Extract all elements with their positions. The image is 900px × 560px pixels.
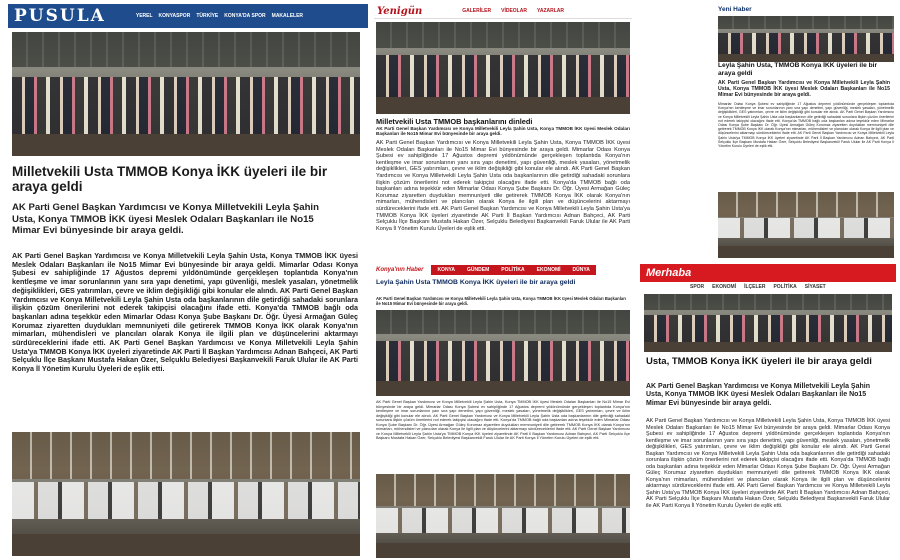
- meeting-photo: [376, 474, 630, 558]
- meeting-photo: [718, 192, 894, 258]
- merhaba-nav: [690, 284, 826, 290]
- merhaba-nav-item[interactable]: SPOR: [690, 284, 705, 290]
- group-photo: [718, 16, 894, 62]
- konyahaber-nav-item[interactable]: KONYA: [437, 267, 456, 273]
- pusula-nav-item[interactable]: MAKALELER: [271, 13, 304, 19]
- yenihaber-header: [716, 4, 896, 14]
- merhaba-nav-item[interactable]: EKONOMİ: [712, 284, 737, 290]
- konyahaber-nav-item[interactable]: EKONOMİ: [536, 267, 561, 273]
- yenigun-nav-item[interactable]: GALERİLER: [462, 8, 492, 14]
- konyahaber-logo[interactable]: Konya'nın Haber: [376, 267, 424, 273]
- yenigun-body: AK Parti Genel Başkan Yardımcısı ve Konya Milletvekili Leyla Şahin Usta, Konya TMMOB İKK üyesi Meslek Odaları Başkanları ile No15 Mimar Evi bünyesinde bir araya geldi. Mimarlar Odası Konya Şubesi ev sahipliğinde 17 Ağustos depremi yıldönümünde gerçekleşen toplantıda Konya'nın kentleşme ve imar sorunlarının yanı sıra yapı denetimi, yapı güvenliği, meslek yasaları, yönetmelik değişiklikleri, GES yatırımları, çevre ve iklim değişikliği gibi konular ele alındı. AK Parti Genel Başkan Yardımcısı ve Konya Milletvekili Leyla Şahin Usta oda başkanlarının dile getirdiği sahadaki sorunlara ilişkin çözüm önerilerini not ederek takipçisi olacağını ifade etti. Konya'da TMMOB bağlı oda başkanları adına teşekkür eden Mimarlar Odası Konya Şube Başkanı Dr. Öğr. Üyesi Armağan Güleç Korumaz ziyaretten duydukları memnuniyeti dile getirerek TMMOB Konya İKK olarak Konya'nın mimarları, mühendisleri ve plancıları olarak Konya ile ilgili plan ve düşüncelerini aktarmayı sürdüreceklerini ifade etti. AK Parti Genel Başkan Yardımcısı ve Konya Milletvekili Leyla Şahin Usta'ya TMMOB Konya İKK üyeleri ziyaretinde AK Parti İl Başkan Yardımcısı Adnan Bahçeci, AK Parti Selçuklu İlçe Başkanı Mustafa Hakan Özer, Selçuklu Belediyesi Başkanvekili Faruk Ulular ile AK Parti Konya İl Yönetim Kurulu Üyeleri de eşlik etti.: [376, 140, 630, 232]
- pusula-clipping: [8, 4, 368, 556]
- konyahaber-nav-item[interactable]: DÜNYA: [572, 267, 590, 273]
- merhaba-nav-item[interactable]: SİYASET: [804, 284, 826, 290]
- yenihaber-body: Mimarlar Odası Konya Şubesi ev sahipliğinde 17 Ağustos depremi yıldönümünde gerçekleşen toplantıda Konya'nın kentleşme ve imar sorunlarının yanı sıra yapı denetimi, yapı güvenliği, meslek yasaları, yönetmelik değişiklikleri, GES yatırımları, çevre ve iklim değişikliği gibi konular ele alındı. AK Parti Genel Başkan Yardımcısı ve Konya Milletvekili Leyla Şahin Usta oda başkanlarının dile getirdiği sahadaki sorunlara ilişkin çözüm önerilerini not ederek takipçisi olacağını ifade etti. Konya'da TMMOB bağlı oda başkanları adına teşekkür eden Mimarlar Odası Konya Şube Başkanı Dr. Öğr. Üyesi Armağan Güleç Korumaz ziyaretten duydukları memnuniyeti dile getirerek TMMOB Konya İKK olarak Konya'nın mimarları, mühendisleri ve plancıları olarak Konya ile ilgili plan ve düşüncelerini aktarmayı sürdüreceklerini ifade etti. AK Parti Genel Başkan Yardımcısı ve Konya Milletvekili Leyla Şahin Usta'ya TMMOB Konya İKK üyeleri ziyaretinde AK Parti İl Başkan Yardımcısı Adnan Bahçeci, AK Parti Selçuklu İlçe Başkanı Mustafa Hakan Özer, Selçuklu Belediyesi Başkanvekili Faruk Ulular ile AK Parti Konya İl Yönetim Kurulu Üyeleri de eşlik etti.: [718, 102, 894, 149]
- yenihaber-headline: Leyla Şahin Usta, TMMOB Konya İKK üyeleri ile bir araya geldi: [718, 62, 878, 77]
- pusula-nav-item[interactable]: KONYASPOR: [158, 13, 191, 19]
- yenigun-header: [374, 4, 632, 19]
- konyahaber-header: [374, 264, 632, 276]
- pusula-lead: AK Parti Genel Başkan Yardımcısı ve Konya Milletvekili Leyla Şahin Usta, Konya TMMOB İKK üyesi Meslek Odaları Başkanları ile No15 Mimar Evi bünyesinde bir araya geldi.: [12, 202, 319, 236]
- yenihaber-clipping: [716, 4, 896, 260]
- group-photo: [644, 294, 892, 352]
- merhaba-body: AK Parti Genel Başkan Yardımcısı ve Konya Milletvekili Leyla Şahin Usta, Konya TMMOB İKK üyesi Meslek Odaları Başkanları ile No15 Mimar Evi bünyesinde bir araya geldi. Mimarlar Odası Konya Şubesi ev sahipliğinde 17 Ağustos depremi yıldönümünde gerçekleşen toplantıda Konya'nın kentleşme ve imar sorunlarının yanı sıra yapı denetimi, yapı güvenliği, meslek yasaları, yönetmelik değişiklikleri, GES yatırımları, çevre ve iklim değişikliği gibi konular ele alındı. AK Parti Genel Başkan Yardımcısı ve Konya Milletvekili Leyla Şahin Usta oda başkanlarının dile getirdiği sahadaki sorunlara ilişkin çözüm önerilerini not ederek takipçisi olacağını ifade etti. Konya'da TMMOB bağlı oda başkanları adına teşekkür eden Mimarlar Odası Konya Şube Başkanı Dr. Öğr. Üyesi Armağan Güleç Korumaz ziyaretten duydukları memnuniyeti dile getirerek TMMOB Konya İKK olarak Konya'nın mimarları, mühendisleri ve plancıları olarak Konya ile ilgili plan ve düşüncelerini aktarmayı sürdüreceklerini ifade etti. AK Parti Genel Başkan Yardımcısı ve Konya Milletvekili Leyla Şahin Usta'ya TMMOB Konya İKK üyeleri ziyaretinde AK Parti İl Başkan Yardımcısı Adnan Bahçeci, AK Parti Selçuklu İlçe Başkanı Mustafa Hakan Özer, Selçuklu Belediyesi Başkanvekili Faruk Ulular ile AK Parti Konya İl Yönetim Kurulu Üyeleri de eşlik etti.: [646, 418, 890, 509]
- yenigun-lead: AK Parti Genel Başkan Yardımcısı ve Konya Milletvekili Leyla Şahin Usta, Konya TMMOB İKK üyesi Meslek Odaları Başkanları ile No15 Mimar Evi bünyesinde bir araya geldi.: [376, 126, 630, 137]
- merhaba-logo[interactable]: Merhaba: [646, 267, 692, 279]
- yenigun-nav-item[interactable]: VİDEOLAR: [501, 8, 527, 14]
- merhaba-clipping: [640, 264, 896, 558]
- merhaba-nav-item[interactable]: İLÇELER: [744, 284, 766, 290]
- pusula-nav-item[interactable]: TÜRKİYE: [196, 13, 219, 19]
- merhaba-nav-item[interactable]: POLİTİKA: [773, 284, 797, 290]
- pusula-body: AK Parti Genel Başkan Yardımcısı ve Konya Milletvekili Leyla Şahin Usta, Konya TMMOB İKK üyesi Meslek Odaları Başkanları ile No15 Mimar Evi bünyesinde bir araya geldi. Mimarlar Odası Konya Şubesi ev sahipliğinde 17 Ağustos depremi yıldönümünde gerçekleşen toplantıda Konya'nın kentleşme ve imar sorunlarının yanı sıra yapı denetimi, yapı güvenliği, meslek yasaları, yönetmelik değişiklikleri, GES yatırımları, çevre ve iklim değişikliği gibi konular ele alındı. AK Parti Genel Başkan Yardımcısı ve Konya Milletvekili Leyla Şahin Usta oda başkanlarının dile getirdiği sahadaki sorunlara ilişkin çözüm önerilerini not ederek takipçisi olacağını ifade etti. Konya'da TMMOB bağlı oda başkanları adına teşekkür eden Mimarlar Odası Konya Şube Başkanı Dr. Öğr. Üyesi Armağan Güleç Korumaz ziyaretten duydukları memnuniyeti dile getirerek TMMOB Konya İKK olarak Konya'nın mimarları, mühendisleri ve plancıları olarak Konya ile ilgili plan ve düşüncelerini aktarmayı sürdüreceklerini ifade etti. AK Parti Genel Başkan Yardımcısı ve Konya Milletvekili Leyla Şahin Usta'ya TMMOB Konya İKK üyeleri ziyaretinde AK Parti İl Başkan Yardımcısı Adnan Bahçeci, AK Parti Selçuklu İlçe Başkanı Mustafa Hakan Özer, Selçuklu Belediyesi Başkanvekili Faruk Ulular ile AK Parti Konya İl Yönetim Kurulu Üyeleri de eşlik etti.: [12, 251, 358, 374]
- merhaba-headline: Usta, TMMOB Konya İKK üyeleri ile bir araya geldi: [646, 356, 872, 367]
- pusula-nav-item[interactable]: YEREL: [135, 13, 153, 19]
- yenigun-nav-item[interactable]: YAZARLAR: [536, 8, 565, 14]
- pusula-logo[interactable]: PUSULA: [14, 6, 106, 26]
- yenigun-logo[interactable]: Yenigün: [377, 5, 423, 17]
- group-photo: [376, 22, 630, 114]
- konyahaber-headline: Leyla Şahin Usta TMMOB Konya İKK üyeleri ile bir araya geldi: [376, 279, 576, 286]
- konyahaber-clipping: [374, 264, 632, 558]
- yenigun-clipping: [374, 4, 632, 254]
- pusula-nav-item[interactable]: KONYA'DA SPOR: [224, 13, 266, 19]
- yenigun-nav: [462, 8, 564, 14]
- pusula-header: [8, 4, 368, 28]
- konyahaber-nav: [431, 265, 595, 275]
- yenihaber-logo[interactable]: Yeni Haber: [718, 5, 752, 13]
- meeting-photo: [12, 432, 360, 556]
- pusula-nav: [136, 13, 303, 19]
- konyahaber-nav-item[interactable]: GÜNDEM: [467, 267, 490, 273]
- yenigun-headline: Milletvekili Usta TMMOB başkanlarını dinledi: [376, 117, 533, 126]
- pusula-headline: Milletvekili Usta TMMOB Konya İKK üyeleri ile bir araya geldi: [12, 164, 328, 194]
- merhaba-header: [640, 264, 896, 282]
- konyahaber-body: AK Parti Genel Başkan Yardımcısı ve Konya Milletvekili Leyla Şahin Usta, Konya TMMOB İKK üyesi Meslek Odaları Başkanları ile No15 Mimar Evi bünyesinde bir araya geldi. Mimarlar Odası Konya Şubesi ev sahipliğinde 17 Ağustos depremi yıldönümünde gerçekleşen toplantıda Konya'nın kentleşme ve imar sorunlarının yanı sıra yapı denetimi, yapı güvenliği, meslek yasaları, yönetmelik değişiklikleri, GES yatırımları, çevre ve iklim değişikliği gibi konular ele alındı. AK Parti Genel Başkan Yardımcısı ve Konya Milletvekili Leyla Şahin Usta oda başkanlarının dile getirdiği sahadaki sorunlara ilişkin çözüm önerilerini not ederek takipçisi olacağını ifade etti. Konya'da TMMOB bağlı oda başkanları adına teşekkür eden Mimarlar Odası Konya Şube Başkanı Dr. Öğr. Üyesi Armağan Güleç Korumaz ziyaretten duydukları memnuniyeti dile getirerek TMMOB Konya İKK olarak Konya'nın mimarları, mühendisleri ve plancıları olarak Konya ile ilgili plan ve düşüncelerini aktarmayı sürdüreceklerini ifade etti. AK Parti Genel Başkan Yardımcısı ve Konya Milletvekili Leyla Şahin Usta'ya TMMOB Konya İKK üyeleri ziyaretinde AK Parti İl Başkan Yardımcısı Adnan Bahçeci, AK Parti Selçuklu İlçe Başkanı Mustafa Hakan Özer, Selçuklu Belediyesi Başkanvekili Faruk Ulular ile AK Parti Konya İl Yönetim Kurulu Üyeleri de eşlik etti.: [376, 400, 630, 440]
- group-photo: [376, 310, 630, 396]
- yenihaber-lead: AK Parti Genel Başkan Yardımcısı ve Konya Milletvekili Leyla Şahin Usta, Konya TMMOB İKK üyesi Meslek Odaları Başkanları ile No15 Mimar Evi bünyesinde bir araya geldi.: [718, 80, 890, 99]
- konyahaber-lead: AK Parti Genel Başkan Yardımcısı ve Konya Milletvekili Leyla Şahin Usta, Konya TMMOB İKK üyesi Meslek Odaları Başkanları ile No15 Mimar Evi bünyesinde bir araya geldi.: [376, 296, 626, 306]
- group-photo: [12, 32, 360, 156]
- konyahaber-nav-item[interactable]: POLİTİKA: [501, 267, 525, 273]
- merhaba-lead: AK Parti Genel Başkan Yardımcısı ve Konya Milletvekili Leyla Şahin Usta, Konya TMMOB İKK üyesi Meslek Odaları Başkanları ile No15 Mimar Evi bünyesinde bir araya geldi.: [646, 383, 870, 407]
